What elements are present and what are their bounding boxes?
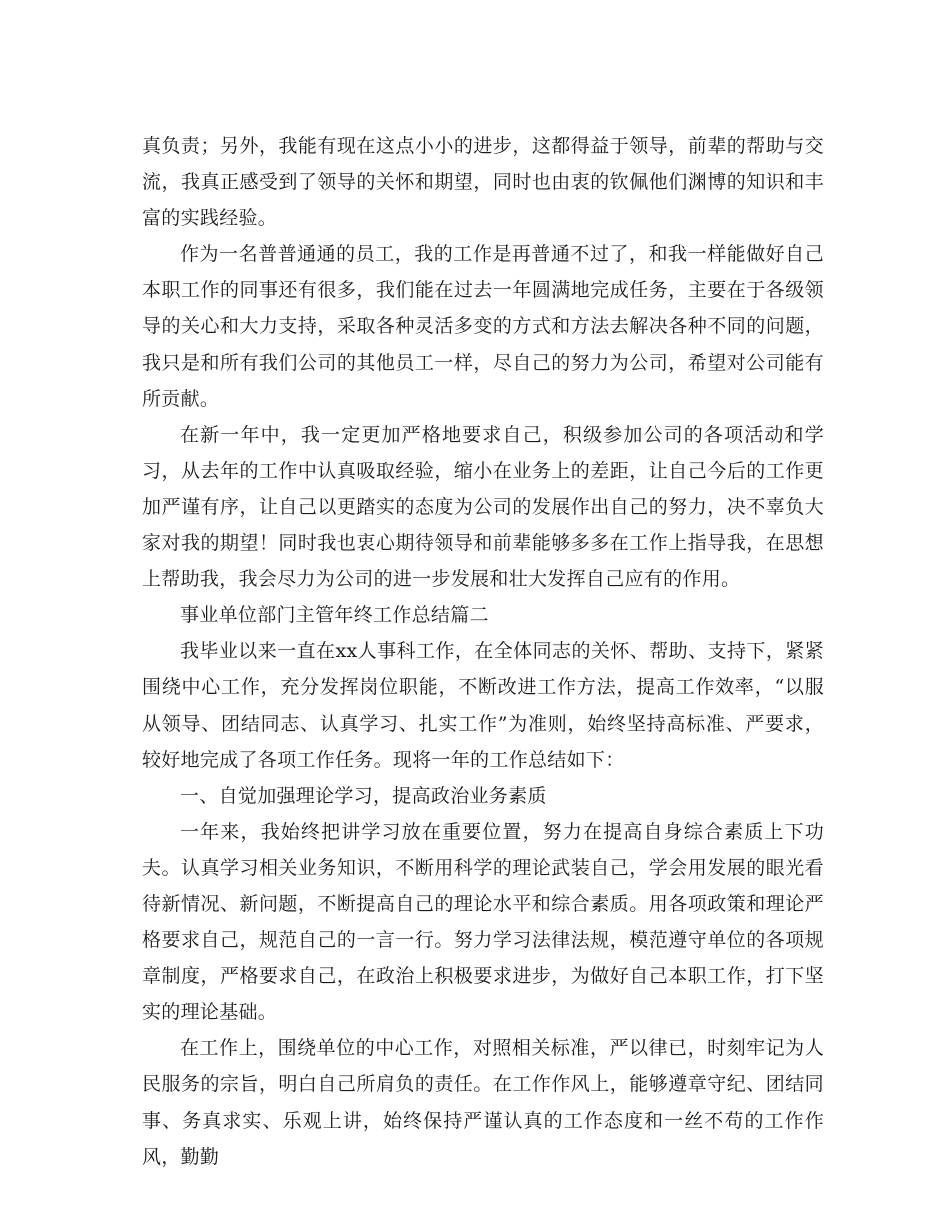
- section-heading: 一、自觉加强理论学习，提高政治业务素质: [180, 784, 547, 807]
- paragraph: 一年来，我始终把讲学习放在重要位置，努力在提高自身综合素质上下功夫。认真学习相关业务知识，不断用科学的理论武装自己，学会用发展的眼光看待新情况、新问题，不断提高自己的理论水平和综合素质。用各项政策和理论严格要求自己，规范自己的一言一行。努力学习法律法规，模范遵守单位的各项规章制度，严格要求自己，在政治上积极要求进步，为做好自己本职工作，打下坚实的理论基础。: [142, 820, 824, 1024]
- section-title: 事业单位部门主管年终工作总结篇二: [180, 604, 489, 627]
- paragraph: 在新一年中，我一定更加严格地要求自己，积级参加公司的各项活动和学习，从去年的工作中认真吸取经验，缩小在业务上的差距，让自己今后的工作更加严谨有序，让自己以更踏实的态度为公司的发展作出自己的努力，决不辜负大家对我的期望！同时我也衷心期待领导和前辈能够多多在工作上指导我，在思想上帮助我，我会尽力为公司的进一步发展和壮大发挥自己应有的作用。: [142, 423, 824, 591]
- paragraph-continuation: 真负责；另外，我能有现在这点小小的进步，这都得益于领导，前辈的帮助与交流，我真正感受到了领导的关怀和期望，同时也由衷的钦佩他们渊博的知识和丰富的实践经验。: [142, 135, 824, 230]
- paragraph: 在工作上，围绕单位的中心工作，对照相关标准，严以律已，时刻牢记为人民服务的宗旨，明白自己所肩负的责任。在工作作风上，能够遵章守纪、团结同事、务真求实、乐观上讲，始终保持严谨认真的工作态度和一丝不苟的工作作风，勤勤: [142, 1037, 824, 1168]
- paragraph: 我毕业以来一直在xx人事科工作，在全体同志的关怀、帮助、支持下，紧紧围绕中心工作，充分发挥岗位职能，不断改进工作方法，提高工作效率，“以服从领导、团结同志、认真学习、扎实工作”为准则，始终坚持高标准、严要求，较好地完成了各项工作任务。现将一年的工作总结如下：: [142, 640, 824, 771]
- document-page: [142, 128, 824, 1175]
- paragraph: 作为一名普普通通的员工，我的工作是再普通不过了，和我一样能做好自己本职工作的同事还有很多，我们能在过去一年圆满地完成任务，主要在于各级领导的关心和大力支持，采取各种灵活多变的方式和方法去解决各种不同的问题，我只是和所有我们公司的其他员工一样，尽自己的努力为公司，希望对公司能有所贡献。: [142, 243, 824, 410]
